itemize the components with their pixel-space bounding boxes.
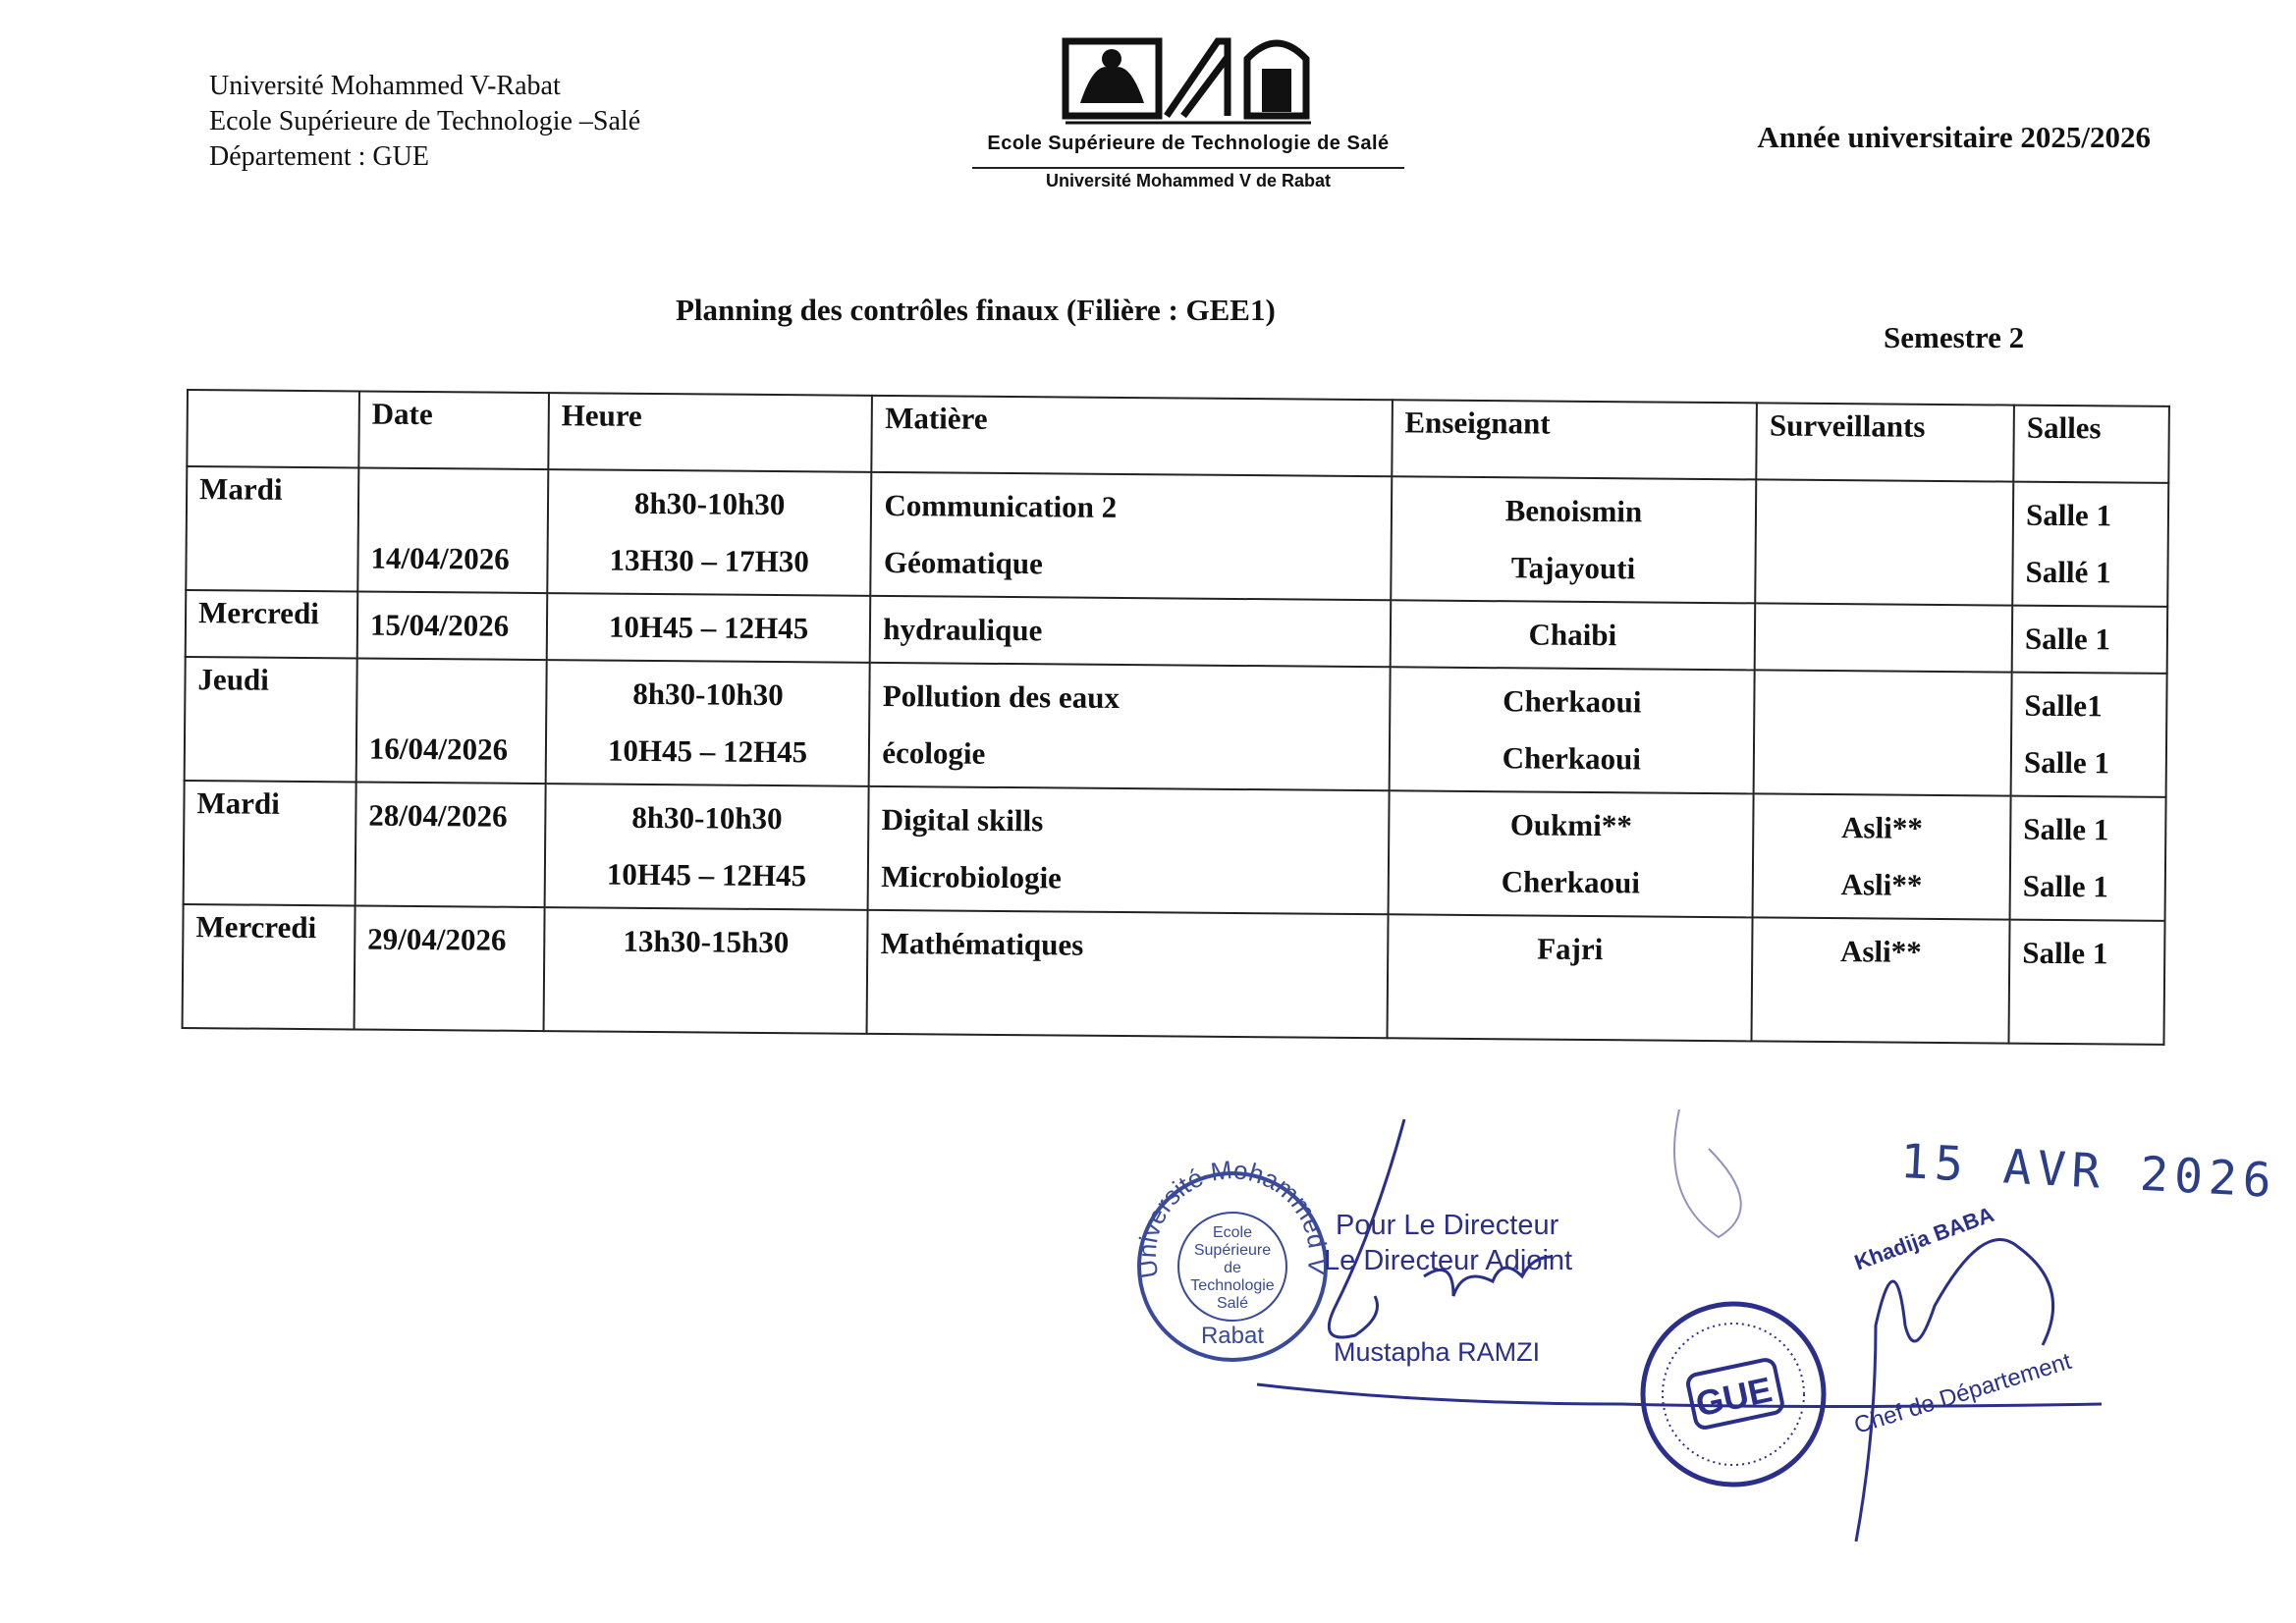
surveillant-value	[1767, 731, 1998, 790]
header-date: Date	[358, 391, 549, 469]
salle-cell	[2012, 482, 2168, 607]
surveillant-value: Asli**	[1839, 934, 1922, 969]
surveillant-cell	[1755, 479, 2013, 605]
salle-cell	[2010, 796, 2166, 921]
header-day	[187, 390, 359, 467]
header-enseignant: Enseignant	[1392, 400, 1757, 479]
header-matiere: Matière	[872, 396, 1393, 476]
surveillant-value: Asli**	[1840, 810, 1923, 845]
salle-value: Salle1	[2024, 687, 2103, 724]
day-cell: Mercredi	[183, 904, 355, 1029]
heure-value: 10H45 – 12H45	[608, 609, 809, 646]
enseignant-cell	[1389, 667, 1755, 793]
enseignant-value: Chaibi	[1528, 617, 1617, 653]
matiere-cell	[870, 596, 1391, 667]
date-cell	[357, 467, 548, 593]
table-row	[186, 466, 2168, 607]
salle-value: Salle 1	[2022, 935, 2108, 971]
table-row	[185, 657, 2167, 797]
surveillant-cell	[1755, 603, 2012, 672]
salle-value: Salle 1	[2023, 811, 2109, 847]
director-title-line2: Le Directeur Adjoint	[1324, 1245, 1573, 1276]
date-cell	[354, 905, 544, 1031]
day-cell: Mercredi	[186, 590, 358, 658]
salle-cell	[2012, 606, 2168, 674]
page-title: Planning des contrôles finaux (Filière : GEE1)	[676, 293, 1276, 327]
chef-title: Chef de Département	[1851, 1347, 2075, 1439]
date-value: 14/04/2026	[370, 540, 510, 576]
school-name: Ecole Supérieure de Technologie –Salé	[209, 106, 641, 136]
salle-cell	[2009, 920, 2165, 1045]
surveillant-cell	[1752, 917, 2010, 1043]
enseignant-value: Benoismin	[1504, 493, 1643, 529]
matiere-value: hydraulique	[883, 611, 1043, 648]
surveillant-value	[1767, 675, 1998, 733]
seal-center-line: Salé	[1216, 1295, 1249, 1312]
semester-label: Semestre 2	[1884, 320, 2025, 354]
surveillant-value: Asli**	[1840, 867, 1923, 902]
surveillant-cell	[1754, 670, 2012, 795]
surveillant-cell	[1753, 793, 2011, 919]
heure-value: 8h30-10h30	[633, 485, 786, 522]
matiere-value: Pollution des eaux	[882, 677, 1121, 715]
department-name: Département : GUE	[209, 141, 429, 172]
date-cell	[357, 591, 548, 660]
matiere-cell	[871, 472, 1392, 600]
date-value: 16/04/2026	[368, 730, 509, 767]
matiere-cell	[867, 910, 1388, 1038]
date-stamp: 15 AVR 2026	[1898, 1133, 2279, 1210]
matiere-value: écologie	[882, 734, 986, 771]
matiere-value: Digital skills	[881, 801, 1044, 839]
exam-schedule-table	[182, 389, 2170, 1046]
heure-value: 8h30-10h30	[631, 799, 783, 837]
seal-center-line: Supérieure	[1193, 1242, 1272, 1259]
enseignant-value: Cherkaoui	[1503, 683, 1642, 720]
seal-center-line: Technologie	[1190, 1277, 1275, 1294]
salle-value: Salle 1	[2022, 868, 2109, 904]
enseignant-cell	[1388, 790, 1754, 917]
enseignant-cell	[1387, 914, 1753, 1041]
date-value: 29/04/2026	[367, 921, 507, 957]
salle-value: Salle 1	[2024, 621, 2111, 657]
director-title-line1: Pour Le Directeur	[1336, 1210, 1559, 1241]
surveillant-value	[1768, 608, 1999, 667]
seal-bottom-text: Rabat	[1200, 1323, 1265, 1349]
heure-cell	[543, 907, 868, 1034]
date-value: 28/04/2026	[368, 797, 508, 834]
matiere-value: Communication 2	[884, 487, 1118, 524]
heure-cell	[546, 660, 871, 786]
enseignant-value: Cherkaoui	[1502, 740, 1642, 777]
heure-cell	[544, 784, 869, 910]
matiere-value: Géomatique	[883, 544, 1043, 581]
gue-seal-text: GUE	[1692, 1369, 1776, 1425]
salle-cell	[2011, 673, 2167, 797]
date-cell	[355, 782, 546, 907]
date-cell	[356, 658, 547, 784]
heure-value: 13h30-15h30	[623, 923, 790, 960]
matiere-cell	[868, 786, 1389, 914]
salle-value: Sallé 1	[2025, 554, 2111, 590]
header-heure: Heure	[548, 393, 872, 472]
heure-cell	[547, 593, 871, 663]
logo-caption-university: Université Mohammed V de Rabat	[972, 167, 1404, 191]
header-salles: Salles	[2013, 406, 2169, 483]
matiere-value: Microbiologie	[881, 858, 1063, 895]
day-cell: Mardi	[184, 781, 356, 905]
matiere-cell	[869, 663, 1390, 790]
institution-block	[209, 69, 640, 175]
enseignant-cell	[1391, 476, 1757, 603]
heure-value: 10H45 – 12H45	[606, 856, 807, 893]
salle-value: Salle 1	[2023, 744, 2110, 781]
matiere-value: Mathématiques	[880, 925, 1084, 962]
logo-caption-school: Ecole Supérieure de Technologie de Salé	[987, 133, 1390, 154]
chef-name: Khadija BABA	[1851, 1201, 1997, 1275]
salle-value: Salle 1	[2025, 497, 2112, 533]
director-name: Mustapha RAMZI	[1334, 1337, 1541, 1367]
enseignant-cell	[1390, 600, 1755, 670]
heure-cell	[547, 469, 872, 596]
enseignant-value: Oukmi**	[1509, 807, 1632, 843]
surveillant-value	[1769, 542, 2000, 601]
table-row	[183, 904, 2165, 1045]
header-surveillants: Surveillants	[1757, 403, 2014, 481]
enseignant-value: Cherkaoui	[1501, 864, 1641, 900]
seal-ring-text: Université Mohammed V	[1131, 1155, 1334, 1281]
heure-value: 13H30 – 17H30	[609, 542, 809, 579]
enseignant-value: Fajri	[1537, 931, 1604, 967]
enseignant-value: Tajayouti	[1510, 550, 1636, 586]
surveillant-value	[1769, 485, 2000, 544]
heure-value: 8h30-10h30	[632, 676, 784, 713]
day-cell: Mardi	[186, 466, 358, 591]
date-value: 15/04/2026	[369, 607, 510, 643]
day-cell: Jeudi	[185, 657, 357, 782]
university-name: Université Mohammed V-Rabat	[209, 71, 561, 101]
academic-year: Année universitaire 2025/2026	[1757, 120, 2151, 154]
heure-value: 10H45 – 12H45	[607, 732, 808, 770]
seal-center-line: de	[1224, 1260, 1241, 1276]
seal-center-line: Ecole	[1212, 1224, 1253, 1241]
table-row	[184, 781, 2166, 921]
